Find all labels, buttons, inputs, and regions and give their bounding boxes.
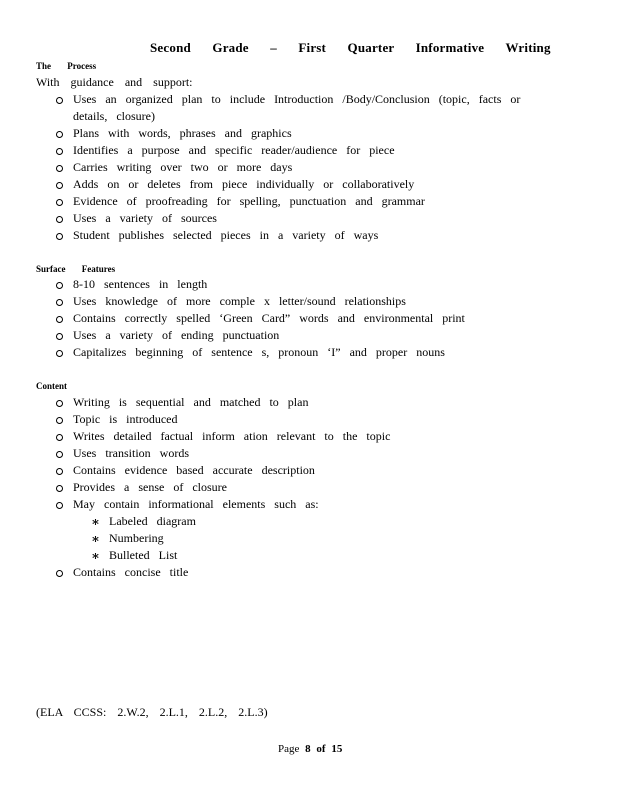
list-item: Plans with words, phrases and graphics [0,125,553,142]
circle-bullet-icon [56,434,63,441]
asterisk-bullet-icon: ∗ [91,514,100,529]
circle-bullet-icon [56,233,63,240]
circle-bullet-icon [56,199,63,206]
circle-bullet-icon [56,165,63,172]
section-heading-surface-features: Surface Features [36,264,116,274]
circle-bullet-icon [56,216,63,223]
page-title: Second Grade – First Quarter Informative Writing [150,40,551,55]
circle-bullet-icon [56,299,63,306]
list-item: Provides a sense of closure [0,479,390,496]
list-item: Identifies a purpose and specific reader/audience for piece [0,142,553,159]
list-item: Uses knowledge of more comple x letter/sound relationships [0,293,465,310]
sub-list-item: ∗ Bulleted List [91,548,178,563]
asterisk-bullet-icon: ∗ [91,548,100,563]
list-item: 8-10 sentences in length [0,276,465,293]
list-item: Evidence of proofreading for spelling, punctuation and grammar [0,193,553,210]
process-list [0,91,553,244]
list-item: Carries writing over two or more days [0,159,553,176]
process-lead: With guidance and support: [36,75,193,89]
circle-bullet-icon [56,333,63,340]
sub-list-item: ∗ Labeled diagram [91,514,196,529]
circle-bullet-icon [56,451,63,458]
list-item: Topic is introduced [0,411,390,428]
circle-bullet-icon [56,400,63,407]
list-item: Uses a variety of sources [0,210,553,227]
list-item: Uses an organized plan to include Introduction /Body/Conclusion (topic, facts or details, closure) [0,91,553,125]
informational-elements-list [73,513,390,564]
standards-reference: (ELA CCSS: 2.W.2, 2.L.1, 2.L.2, 2.L.3) [36,705,268,719]
section-heading-content: Content [36,381,67,391]
circle-bullet-icon [56,282,63,289]
circle-bullet-icon [56,485,63,492]
list-item: Uses a variety of ending punctuation [0,327,465,344]
circle-bullet-icon [56,131,63,138]
circle-bullet-icon [56,570,63,577]
list-item: Capitalizes beginning of sentence s, pronoun ‘I” and proper nouns [0,344,465,361]
circle-bullet-icon [56,468,63,475]
circle-bullet-icon [56,316,63,323]
circle-bullet-icon [56,350,63,357]
list-item: Writing is sequential and matched to plan [0,394,390,411]
sub-list-item: ∗ Numbering [91,531,164,546]
asterisk-bullet-icon: ∗ [91,531,100,546]
list-item: Contains correctly spelled ‘Green Card” words and environmental print [0,310,465,327]
list-item: May contain informational elements such as: ∗ Labeled diagram ∗ Numbering ∗ Bulleted List [0,496,390,564]
circle-bullet-icon [56,97,63,104]
circle-bullet-icon [56,502,63,509]
surface-list [0,276,465,361]
circle-bullet-icon [56,182,63,189]
content-list [0,394,390,581]
list-item: Student publishes selected pieces in a variety of ways [0,227,553,244]
circle-bullet-icon [56,148,63,155]
list-item: Adds on or deletes from piece individually or collaboratively [0,176,553,193]
list-item: Contains concise title [0,564,390,581]
list-item: Contains evidence based accurate description [0,462,390,479]
circle-bullet-icon [56,417,63,424]
list-item: Writes detailed factual inform ation relevant to the topic [0,428,390,445]
list-item: Uses transition words [0,445,390,462]
page-number: Page 8 of 15 [278,743,343,755]
section-heading-process: The Process [36,61,97,71]
